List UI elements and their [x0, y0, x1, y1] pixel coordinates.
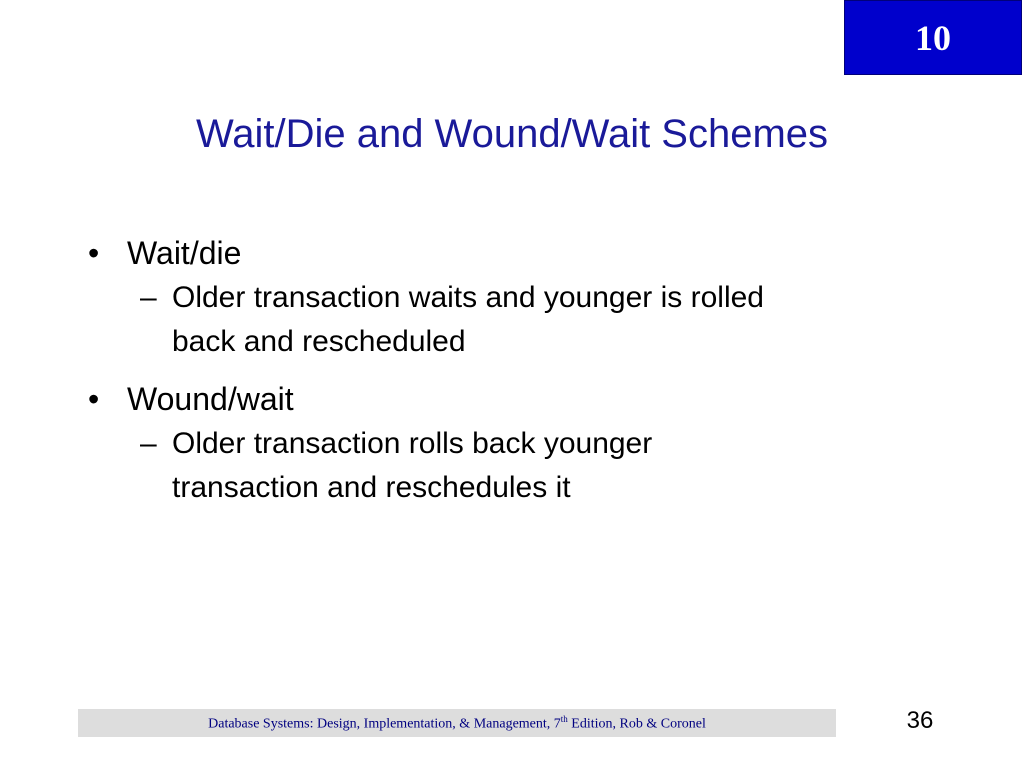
bullet-marker: • — [88, 381, 100, 417]
bullet-wound-wait — [80, 376, 940, 422]
chapter-badge: 10 — [844, 0, 1022, 75]
subbullet-line: Older transaction rolls back younger — [172, 427, 653, 460]
slide-content — [80, 230, 940, 510]
footer-citation — [208, 714, 706, 733]
subbullet-line: transaction and reschedules it — [172, 471, 571, 504]
bullet-marker: • — [88, 235, 100, 271]
footer-superscript: th — [560, 713, 568, 724]
spacer — [80, 364, 940, 376]
footer-prefix: Database Systems: Design, Implementation, & Management, 7 — [208, 716, 561, 732]
subbullet-line: Older transaction waits and younger is rolled — [172, 281, 764, 314]
slide-number: 36 — [906, 707, 934, 734]
subbullet-marker: – — [140, 281, 157, 314]
bullet-text: Wound/wait — [127, 381, 294, 417]
slide-title: Wait/Die and Wound/Wait Schemes — [195, 112, 829, 156]
footer-band — [78, 709, 836, 737]
subbullet-wait-die — [80, 276, 940, 364]
subbullet-line: back and rescheduled — [172, 325, 466, 358]
subbullet-wound-wait — [80, 422, 940, 510]
bullet-text: Wait/die — [127, 235, 242, 271]
subbullet-marker: – — [140, 427, 157, 460]
bullet-wait-die — [80, 230, 940, 276]
footer-suffix: Edition, Rob & Coronel — [567, 716, 706, 732]
